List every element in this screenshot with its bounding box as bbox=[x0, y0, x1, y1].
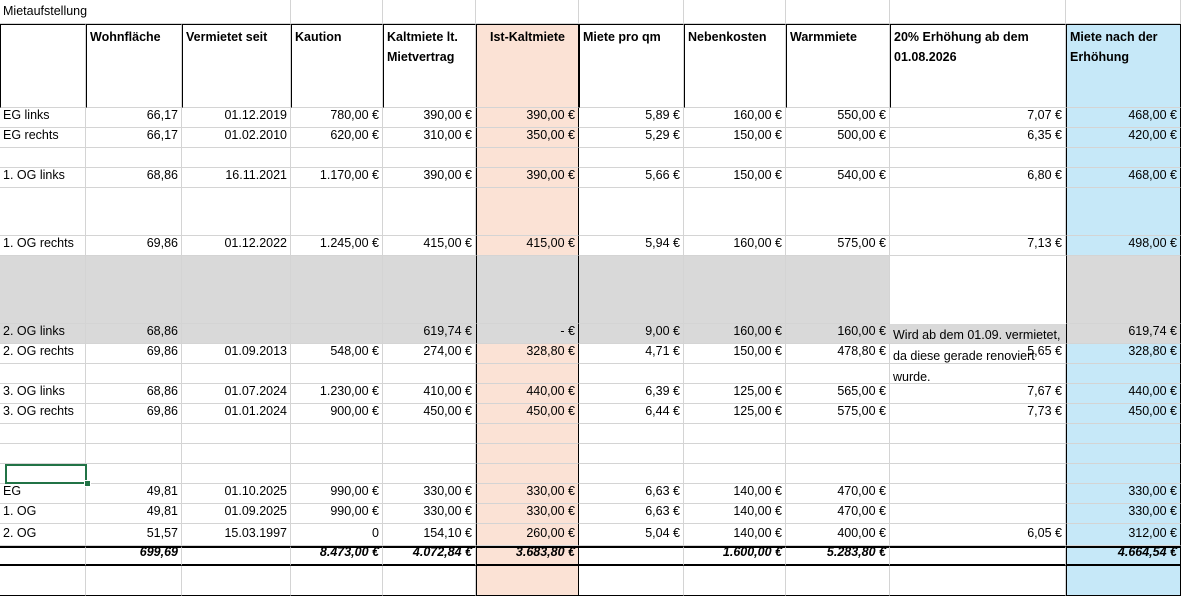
empty-cell[interactable] bbox=[579, 424, 684, 444]
data-cell[interactable] bbox=[476, 404, 579, 424]
empty-cell[interactable] bbox=[291, 256, 383, 324]
total-cell[interactable] bbox=[579, 546, 684, 566]
empty-cell[interactable] bbox=[684, 188, 786, 236]
cell-text: 470,00 € bbox=[837, 484, 886, 498]
data-cell[interactable] bbox=[890, 484, 1066, 504]
data-cell[interactable] bbox=[383, 128, 476, 148]
data-cell[interactable] bbox=[86, 168, 182, 188]
cell-text: 150,00 € bbox=[733, 344, 782, 358]
data-cell[interactable] bbox=[182, 168, 291, 188]
empty-cell[interactable] bbox=[0, 256, 86, 324]
cell-text: 900,00 € bbox=[330, 404, 379, 418]
data-cell[interactable] bbox=[786, 404, 890, 424]
header-9[interactable] bbox=[890, 24, 1066, 108]
cell-text: 310,00 € bbox=[423, 128, 472, 142]
cell-text: 7,07 € bbox=[1027, 108, 1062, 122]
empty-cell[interactable] bbox=[86, 256, 182, 324]
data-cell[interactable] bbox=[182, 128, 291, 148]
cell-text: 8.473,00 € bbox=[319, 545, 379, 559]
empty-cell[interactable] bbox=[0, 566, 86, 596]
data-cell[interactable] bbox=[383, 344, 476, 364]
data-cell[interactable] bbox=[684, 168, 786, 188]
data-cell[interactable] bbox=[182, 236, 291, 256]
data-cell[interactable] bbox=[291, 344, 383, 364]
cell-text: Kaltmiete lt. Mietvertrag bbox=[387, 30, 458, 64]
total-cell[interactable] bbox=[383, 546, 476, 566]
cell-text: 125,00 € bbox=[733, 404, 782, 418]
cell-text: 415,00 € bbox=[526, 236, 575, 250]
data-cell[interactable] bbox=[86, 504, 182, 524]
data-cell[interactable] bbox=[476, 504, 579, 524]
cell-text: 5,04 € bbox=[645, 526, 680, 540]
data-cell[interactable] bbox=[890, 404, 1066, 424]
cell-text: 5,65 € bbox=[1027, 344, 1062, 358]
data-cell[interactable] bbox=[684, 404, 786, 424]
cell-text: 260,00 € bbox=[526, 526, 575, 540]
data-cell[interactable] bbox=[890, 128, 1066, 148]
cell-text: EG rechts bbox=[3, 128, 59, 142]
cell-text: 4.072,84 € bbox=[412, 545, 472, 559]
data-cell[interactable] bbox=[383, 236, 476, 256]
cell-text: 150,00 € bbox=[733, 168, 782, 182]
cell-text: 68,86 bbox=[146, 324, 178, 338]
total-cell[interactable] bbox=[0, 546, 86, 566]
cell-text: 7,13 € bbox=[1027, 236, 1062, 250]
cell-text: 1. OG links bbox=[3, 168, 65, 182]
empty-cell[interactable] bbox=[86, 566, 182, 596]
cell-text: 390,00 € bbox=[526, 168, 575, 182]
data-cell[interactable] bbox=[383, 168, 476, 188]
header-0[interactable] bbox=[0, 24, 86, 108]
cell-text: 6,39 € bbox=[645, 384, 680, 398]
cell-text: 780,00 € bbox=[330, 108, 379, 122]
cell-text: 2. OG rechts bbox=[3, 344, 74, 358]
cell-text: 350,00 € bbox=[526, 128, 575, 142]
data-cell[interactable] bbox=[86, 404, 182, 424]
cell-text: 4,71 € bbox=[645, 344, 680, 358]
cell-text: 160,00 € bbox=[733, 324, 782, 338]
data-cell[interactable] bbox=[291, 404, 383, 424]
cell-text: 390,00 € bbox=[423, 108, 472, 122]
cell-text: 440,00 € bbox=[526, 384, 575, 398]
cell-text: 400,00 € bbox=[837, 526, 886, 540]
cell-text: 565,00 € bbox=[837, 384, 886, 398]
data-cell[interactable] bbox=[890, 344, 1066, 364]
cell-text: 498,00 € bbox=[1128, 236, 1177, 250]
cell-text: 478,80 € bbox=[837, 344, 886, 358]
cell-text: Mietaufstellung bbox=[3, 4, 88, 18]
data-cell[interactable] bbox=[476, 168, 579, 188]
empty-cell[interactable] bbox=[786, 0, 890, 24]
cell-text: 6,63 € bbox=[645, 484, 680, 498]
empty-cell[interactable] bbox=[476, 444, 579, 464]
header-7[interactable] bbox=[684, 24, 786, 108]
empty-cell[interactable] bbox=[786, 424, 890, 444]
cell-text: 49,81 bbox=[146, 484, 178, 498]
cell-text: 550,00 € bbox=[837, 108, 886, 122]
cell-text: 620,00 € bbox=[330, 128, 379, 142]
empty-cell[interactable] bbox=[476, 0, 579, 24]
cell-text: 540,00 € bbox=[837, 168, 886, 182]
total-cell[interactable] bbox=[1066, 546, 1181, 566]
cell-text: 548,00 € bbox=[330, 344, 379, 358]
data-cell[interactable] bbox=[579, 404, 684, 424]
cell-text: 7,73 € bbox=[1027, 404, 1062, 418]
cell-text: 330,00 € bbox=[423, 504, 472, 518]
empty-cell[interactable] bbox=[476, 188, 579, 236]
cell-text: 5,89 € bbox=[645, 108, 680, 122]
empty-cell[interactable] bbox=[383, 188, 476, 236]
empty-cell[interactable] bbox=[291, 188, 383, 236]
empty-cell[interactable] bbox=[291, 424, 383, 444]
empty-cell[interactable] bbox=[291, 566, 383, 596]
cell-text: 140,00 € bbox=[733, 526, 782, 540]
cell-text: 150,00 € bbox=[733, 128, 782, 142]
cell-text: 330,00 € bbox=[526, 484, 575, 498]
cell-text: 49,81 bbox=[146, 504, 178, 518]
data-cell[interactable] bbox=[579, 504, 684, 524]
cell-text: 330,00 € bbox=[423, 484, 472, 498]
cell-text: 390,00 € bbox=[423, 168, 472, 182]
data-cell[interactable] bbox=[291, 168, 383, 188]
empty-cell[interactable] bbox=[786, 188, 890, 236]
data-cell[interactable] bbox=[786, 128, 890, 148]
data-cell[interactable] bbox=[383, 504, 476, 524]
cell-text: 1.230,00 € bbox=[319, 384, 379, 398]
cell-text: 468,00 € bbox=[1128, 168, 1177, 182]
empty-cell[interactable] bbox=[383, 444, 476, 464]
empty-cell[interactable] bbox=[579, 188, 684, 236]
data-cell[interactable] bbox=[476, 128, 579, 148]
empty-cell[interactable] bbox=[579, 566, 684, 596]
data-cell[interactable] bbox=[476, 236, 579, 256]
sheet-title[interactable] bbox=[0, 0, 200, 24]
cell-text: 01.01.2024 bbox=[224, 404, 287, 418]
cell-text: 312,00 € bbox=[1128, 526, 1177, 540]
empty-cell[interactable] bbox=[1066, 566, 1181, 596]
cell-text: 420,00 € bbox=[1128, 128, 1177, 142]
cell-text: 16.11.2021 bbox=[225, 168, 287, 182]
row-label[interactable] bbox=[0, 128, 86, 148]
total-cell[interactable] bbox=[291, 546, 383, 566]
cell-text: 2. OG bbox=[3, 526, 37, 540]
header-6[interactable] bbox=[579, 24, 684, 108]
total-cell[interactable] bbox=[786, 546, 890, 566]
data-cell[interactable] bbox=[86, 128, 182, 148]
empty-cell[interactable] bbox=[684, 0, 786, 24]
cell-text: 01.02.2010 bbox=[224, 128, 287, 142]
cell-text: 01.10.2025 bbox=[224, 484, 287, 498]
cell-text: 328,80 € bbox=[1128, 344, 1177, 358]
cell-text: 68,86 bbox=[146, 168, 178, 182]
cell-text: 140,00 € bbox=[733, 484, 782, 498]
cell-text: 3.683,80 € bbox=[515, 545, 575, 559]
cell-text: 160,00 € bbox=[733, 236, 782, 250]
total-cell[interactable] bbox=[684, 546, 786, 566]
total-cell[interactable] bbox=[86, 546, 182, 566]
data-cell[interactable] bbox=[1066, 168, 1181, 188]
data-cell[interactable] bbox=[579, 524, 684, 546]
header-5[interactable] bbox=[476, 24, 579, 108]
header-3[interactable] bbox=[291, 24, 383, 108]
cell-text: 2. OG links bbox=[3, 324, 65, 338]
row-label[interactable] bbox=[0, 344, 86, 364]
row-label[interactable] bbox=[0, 524, 86, 546]
cell-text: Ist-Kaltmiete bbox=[489, 30, 566, 44]
cell-text: 450,00 € bbox=[423, 404, 472, 418]
data-cell[interactable] bbox=[86, 344, 182, 364]
cell-text: 01.12.2022 bbox=[224, 236, 287, 250]
empty-cell[interactable] bbox=[890, 444, 1066, 464]
cell-text: 450,00 € bbox=[1128, 404, 1177, 418]
empty-cell[interactable] bbox=[182, 424, 291, 444]
empty-cell[interactable] bbox=[890, 0, 1066, 24]
cell-text: Wohnfläche bbox=[90, 30, 161, 44]
cell-text: 1. OG rechts bbox=[3, 236, 74, 250]
empty-cell[interactable] bbox=[182, 188, 291, 236]
cell-text: 6,44 € bbox=[645, 404, 680, 418]
cell-text: 470,00 € bbox=[837, 504, 886, 518]
data-cell[interactable] bbox=[579, 168, 684, 188]
data-cell[interactable] bbox=[684, 236, 786, 256]
header-10[interactable] bbox=[1066, 24, 1181, 108]
cell-text: 5,66 € bbox=[645, 168, 680, 182]
header-4[interactable] bbox=[383, 24, 476, 108]
cell-text: 66,17 bbox=[146, 128, 178, 142]
row-label[interactable] bbox=[0, 236, 86, 256]
cell-text: 575,00 € bbox=[837, 236, 886, 250]
total-cell[interactable] bbox=[476, 546, 579, 566]
empty-cell[interactable] bbox=[1066, 444, 1181, 464]
data-cell[interactable] bbox=[786, 236, 890, 256]
data-cell[interactable] bbox=[1066, 128, 1181, 148]
empty-cell[interactable] bbox=[182, 0, 291, 24]
empty-cell[interactable] bbox=[476, 424, 579, 444]
cell-text: 328,80 € bbox=[526, 344, 575, 358]
data-cell[interactable] bbox=[579, 236, 684, 256]
empty-cell[interactable] bbox=[890, 188, 1066, 236]
empty-cell[interactable] bbox=[476, 566, 579, 596]
data-cell[interactable] bbox=[890, 504, 1066, 524]
data-cell[interactable] bbox=[786, 168, 890, 188]
cell-text: 01.12.2019 bbox=[224, 108, 287, 122]
data-cell[interactable] bbox=[182, 404, 291, 424]
row-label[interactable] bbox=[0, 168, 86, 188]
empty-cell[interactable] bbox=[383, 566, 476, 596]
empty-cell[interactable] bbox=[786, 566, 890, 596]
cell-text: EG links bbox=[3, 108, 50, 122]
header-8[interactable] bbox=[786, 24, 890, 108]
cell-text: 5.283,80 € bbox=[826, 545, 886, 559]
cell-text: 500,00 € bbox=[837, 128, 886, 142]
empty-cell[interactable] bbox=[786, 256, 890, 324]
cell-text: 160,00 € bbox=[733, 108, 782, 122]
data-cell[interactable] bbox=[86, 236, 182, 256]
data-cell[interactable] bbox=[182, 504, 291, 524]
data-cell[interactable] bbox=[291, 236, 383, 256]
data-cell[interactable] bbox=[383, 404, 476, 424]
cell-text: 1.600,00 € bbox=[722, 545, 782, 559]
data-cell[interactable] bbox=[890, 524, 1066, 546]
data-cell[interactable] bbox=[291, 504, 383, 524]
cell-text: Nebenkosten bbox=[688, 30, 767, 44]
cell-text: 69,86 bbox=[146, 404, 178, 418]
data-cell[interactable] bbox=[476, 344, 579, 364]
cell-text: 1. OG bbox=[3, 504, 37, 518]
cell-text: 1.170,00 € bbox=[319, 168, 379, 182]
empty-cell[interactable] bbox=[1066, 256, 1181, 324]
empty-cell[interactable] bbox=[1066, 424, 1181, 444]
fill-handle[interactable] bbox=[84, 480, 91, 487]
empty-cell[interactable] bbox=[0, 444, 86, 464]
cell-text: 468,00 € bbox=[1128, 108, 1177, 122]
cell-text: 440,00 € bbox=[1128, 384, 1177, 398]
empty-cell[interactable] bbox=[1066, 0, 1181, 24]
cell-text: 51,57 bbox=[146, 526, 178, 540]
data-cell[interactable] bbox=[1066, 504, 1181, 524]
empty-cell[interactable] bbox=[579, 444, 684, 464]
empty-cell[interactable] bbox=[0, 424, 86, 444]
cell-text: 415,00 € bbox=[423, 236, 472, 250]
empty-cell[interactable] bbox=[86, 444, 182, 464]
empty-cell[interactable] bbox=[291, 444, 383, 464]
cell-text: 66,17 bbox=[146, 108, 178, 122]
cell-text: Warmmiete bbox=[790, 30, 857, 44]
cell-text: 990,00 € bbox=[330, 484, 379, 498]
empty-cell[interactable] bbox=[890, 566, 1066, 596]
cell-text: Kaution bbox=[295, 30, 342, 44]
row-label[interactable] bbox=[0, 504, 86, 524]
empty-cell[interactable] bbox=[890, 424, 1066, 444]
empty-cell[interactable] bbox=[86, 424, 182, 444]
cell-text: 330,00 € bbox=[1128, 484, 1177, 498]
cell-text: 6,80 € bbox=[1027, 168, 1062, 182]
cell-text: 4.664,54 € bbox=[1117, 545, 1177, 559]
data-cell[interactable] bbox=[786, 504, 890, 524]
data-cell[interactable] bbox=[1066, 236, 1181, 256]
cell-text: - € bbox=[560, 324, 575, 338]
data-cell[interactable] bbox=[890, 236, 1066, 256]
cell-text: 6,05 € bbox=[1027, 526, 1062, 540]
total-cell[interactable] bbox=[182, 546, 291, 566]
cell-text: 160,00 € bbox=[837, 324, 886, 338]
empty-cell[interactable] bbox=[383, 424, 476, 444]
empty-cell[interactable] bbox=[1066, 188, 1181, 236]
total-cell[interactable] bbox=[890, 546, 1066, 566]
cell-text: 125,00 € bbox=[733, 384, 782, 398]
cell-text: 01.09.2013 bbox=[224, 344, 287, 358]
empty-cell[interactable] bbox=[579, 256, 684, 324]
cell-text: 7,67 € bbox=[1027, 384, 1062, 398]
cell-text: Wird ab dem 01.09. vermietet, da diese gerade renoviert wurde. bbox=[893, 328, 1061, 384]
empty-cell[interactable] bbox=[684, 256, 786, 324]
cell-text: 5,29 € bbox=[645, 128, 680, 142]
cell-text: 01.07.2024 bbox=[224, 384, 287, 398]
data-cell[interactable] bbox=[291, 128, 383, 148]
cell-text: 01.09.2025 bbox=[224, 504, 287, 518]
data-cell[interactable] bbox=[684, 344, 786, 364]
empty-cell[interactable] bbox=[383, 256, 476, 324]
empty-cell[interactable] bbox=[383, 0, 476, 24]
empty-cell[interactable] bbox=[476, 256, 579, 324]
row-label[interactable] bbox=[0, 404, 86, 424]
data-cell[interactable] bbox=[684, 504, 786, 524]
cell-text: 575,00 € bbox=[837, 404, 886, 418]
cell-text: 410,00 € bbox=[423, 384, 472, 398]
data-cell[interactable] bbox=[1066, 404, 1181, 424]
cell-text: Miete nach der Erhöhung bbox=[1070, 30, 1158, 64]
cell-text: EG bbox=[3, 484, 22, 498]
empty-cell[interactable] bbox=[182, 566, 291, 596]
cell-text: 330,00 € bbox=[1128, 504, 1177, 518]
header-2[interactable] bbox=[182, 24, 291, 108]
cell-text: 699,69 bbox=[139, 545, 178, 559]
cell-text: 450,00 € bbox=[526, 404, 575, 418]
cell-text: 69,86 bbox=[146, 344, 178, 358]
empty-cell[interactable] bbox=[684, 566, 786, 596]
cell-text: 5,94 € bbox=[645, 236, 680, 250]
cell-text: 0 bbox=[372, 526, 379, 540]
cell-text: 140,00 € bbox=[733, 504, 782, 518]
empty-cell[interactable] bbox=[182, 444, 291, 464]
cell-text: 1.245,00 € bbox=[319, 236, 379, 250]
cell-text: 154,10 € bbox=[423, 526, 472, 540]
empty-cell[interactable] bbox=[890, 464, 1066, 484]
empty-cell[interactable] bbox=[291, 0, 383, 24]
cell-text: 9,00 € bbox=[645, 324, 680, 338]
cell-text: 15.03.1997 bbox=[224, 526, 287, 540]
cell-text: 990,00 € bbox=[330, 504, 379, 518]
cell-text: 619,74 € bbox=[423, 324, 472, 338]
cell-text: 20% Erhöhung ab dem 01.08.2026 bbox=[894, 30, 1029, 64]
empty-cell[interactable] bbox=[786, 444, 890, 464]
data-cell[interactable] bbox=[579, 344, 684, 364]
cell-text: 6,63 € bbox=[645, 504, 680, 518]
empty-cell[interactable] bbox=[579, 0, 684, 24]
empty-cell[interactable] bbox=[684, 444, 786, 464]
data-cell[interactable] bbox=[684, 128, 786, 148]
cell-text: 68,86 bbox=[146, 384, 178, 398]
cell-text: Vermietet seit bbox=[186, 30, 268, 44]
cell-text: 3. OG links bbox=[3, 384, 65, 398]
data-cell[interactable] bbox=[786, 344, 890, 364]
cell-text: 3. OG rechts bbox=[3, 404, 74, 418]
data-cell[interactable] bbox=[182, 524, 291, 546]
cell-text: 69,86 bbox=[146, 236, 178, 250]
data-cell[interactable] bbox=[1066, 344, 1181, 364]
cell-text: 390,00 € bbox=[526, 108, 575, 122]
cell-text: 330,00 € bbox=[526, 504, 575, 518]
empty-cell[interactable] bbox=[182, 256, 291, 324]
data-cell[interactable] bbox=[579, 128, 684, 148]
data-cell[interactable] bbox=[182, 344, 291, 364]
empty-cell[interactable] bbox=[86, 188, 182, 236]
data-cell[interactable] bbox=[890, 168, 1066, 188]
header-1[interactable] bbox=[86, 24, 182, 108]
empty-cell[interactable] bbox=[684, 424, 786, 444]
cell-text: 6,35 € bbox=[1027, 128, 1062, 142]
cell-text: 619,74 € bbox=[1128, 324, 1177, 338]
selected-cell[interactable] bbox=[5, 464, 87, 484]
cell-text: 274,00 € bbox=[423, 344, 472, 358]
empty-cell[interactable] bbox=[0, 188, 86, 236]
cell-text: Miete pro qm bbox=[583, 30, 661, 44]
